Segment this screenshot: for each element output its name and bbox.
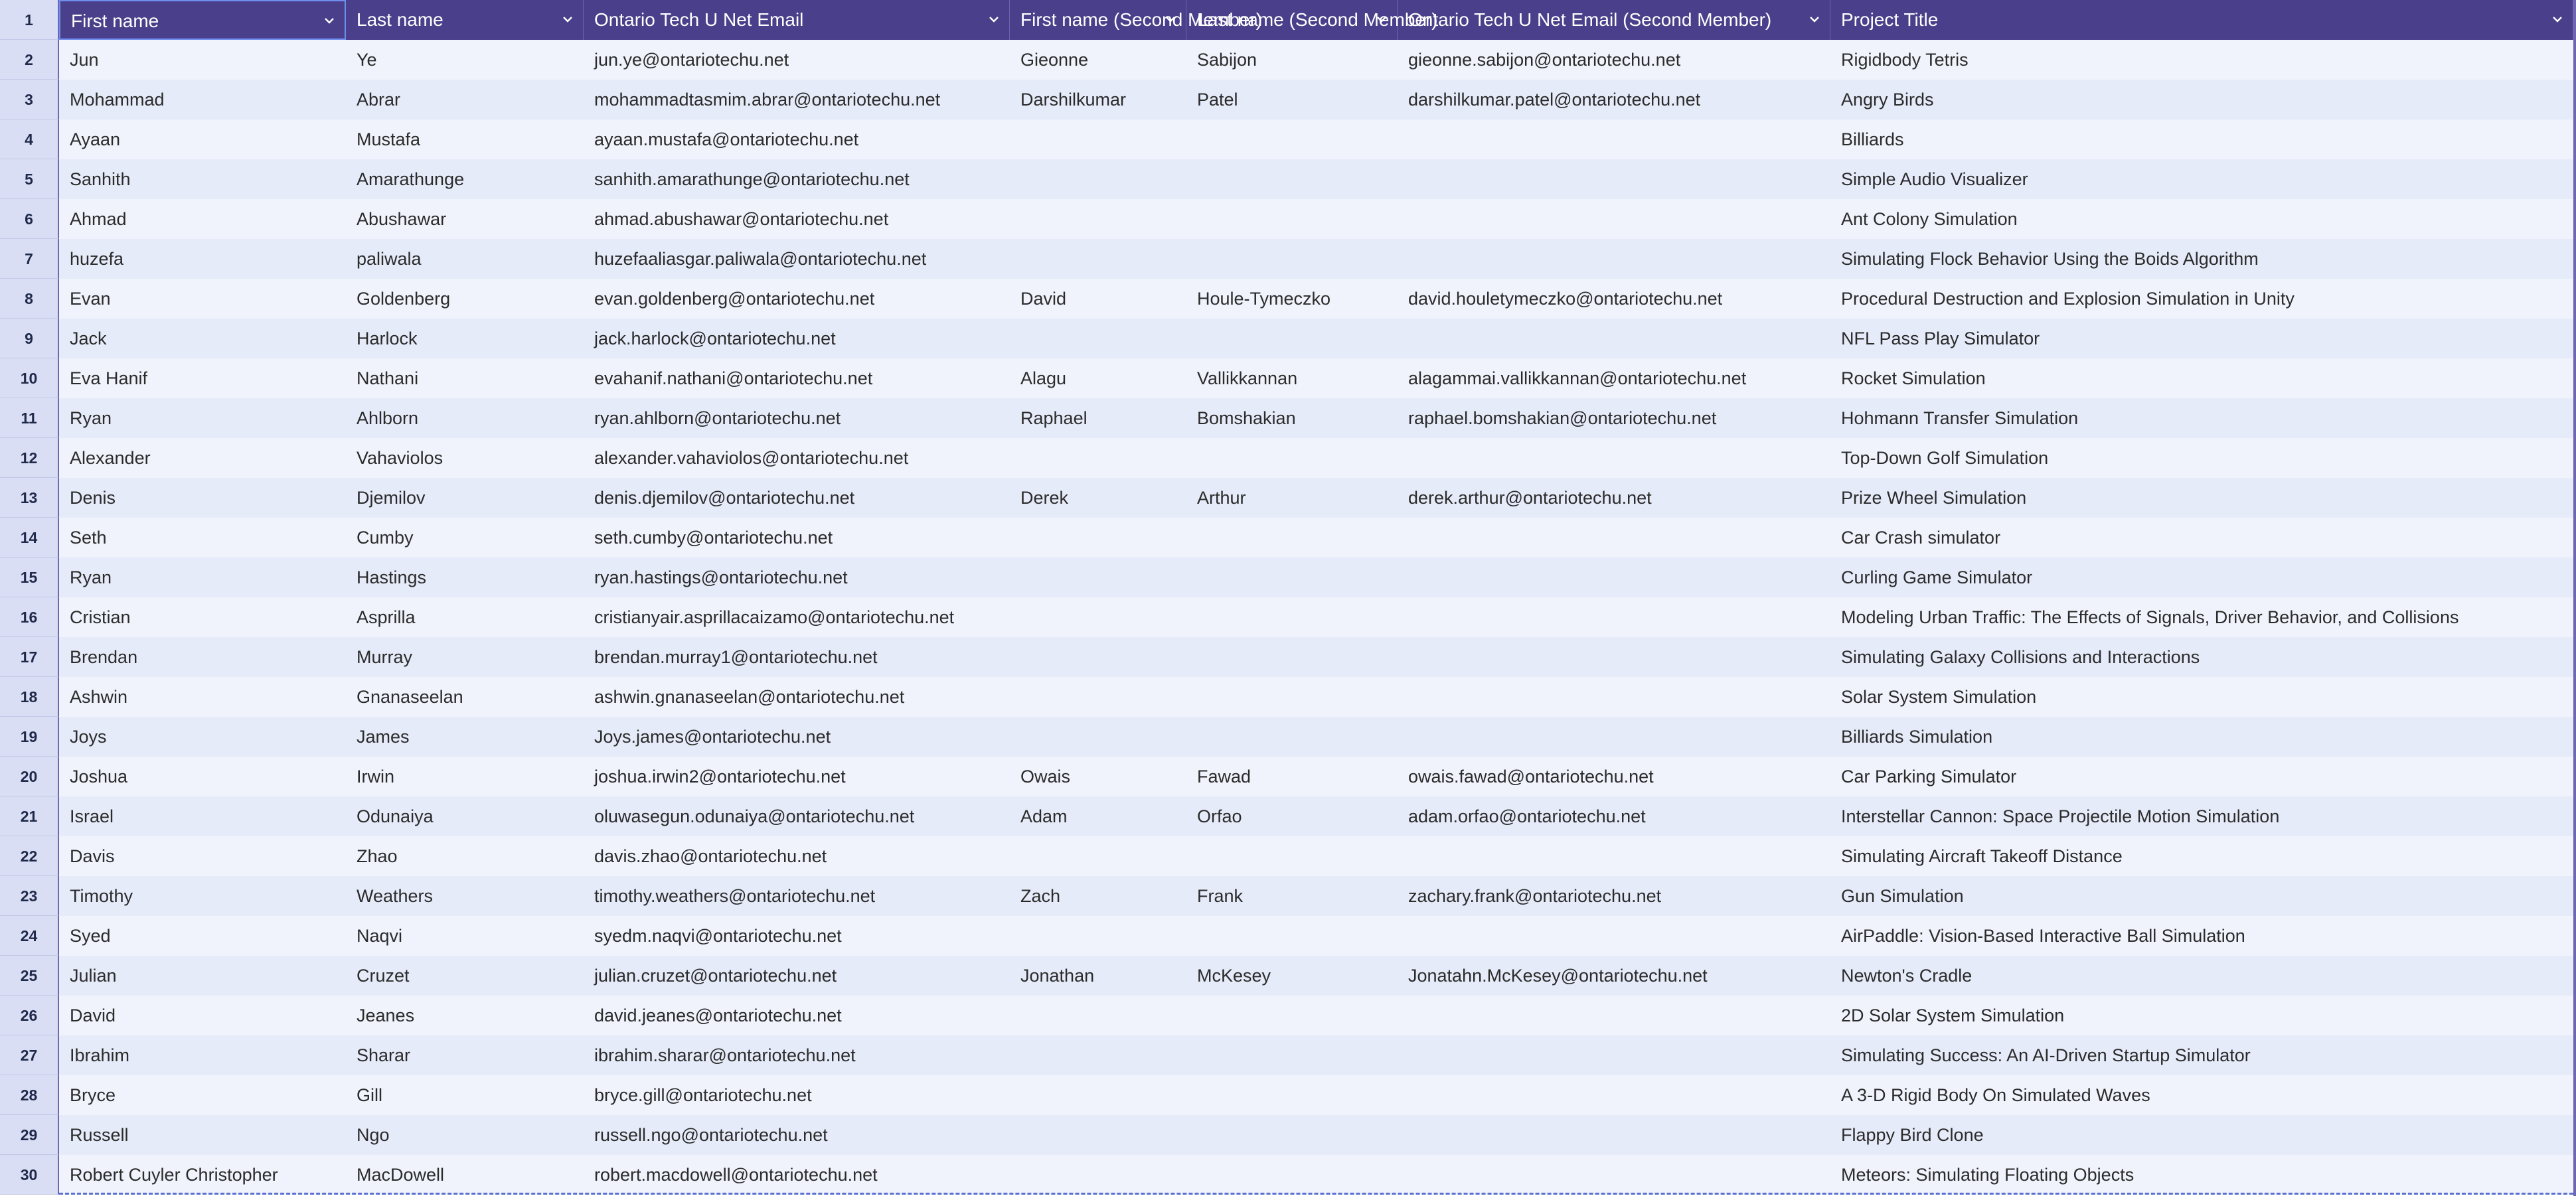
table-row [0, 836, 2576, 876]
column-header-second-email[interactable] [1398, 0, 1830, 40]
column-header-label: Ontario Tech U Net Email (Second Member) [1408, 9, 1772, 30]
table-row [0, 1115, 2576, 1155]
cell-second-email[interactable] [1398, 916, 1830, 956]
cell-second-last-name[interactable]: Patel [1197, 90, 1238, 110]
cell-email[interactable]: ryan.hastings@ontariotechu.net [594, 567, 848, 587]
table-row [0, 677, 2576, 717]
cell-first-name[interactable]: Evan [70, 289, 111, 309]
cell-first-name[interactable]: Timothy [70, 886, 133, 906]
row-number[interactable]: 10 [0, 358, 59, 398]
cell-second-last-name[interactable]: McKesey [1197, 966, 1271, 986]
cell-first-name[interactable]: Sanhith [70, 169, 131, 189]
cell-project-title[interactable]: AirPaddle: Vision-Based Interactive Ball Simulation [1841, 926, 2245, 946]
cell-email[interactable]: evan.goldenberg@ontariotechu.net [594, 289, 875, 309]
cell-last-name[interactable]: Abushawar [357, 209, 447, 229]
cell-last-name[interactable]: Djemilov [357, 488, 426, 508]
cell-second-last-name[interactable]: Houle-Tymeczko [1197, 289, 1331, 309]
cell-second-first-name[interactable] [1010, 637, 1186, 677]
cell-second-email[interactable] [1398, 199, 1830, 239]
cell-last-name[interactable]: Amarathunge [357, 169, 465, 189]
chevron-down-icon[interactable] [988, 13, 1000, 25]
cell-first-name[interactable]: Jack [70, 329, 107, 348]
column-header-label: Last name [357, 9, 443, 30]
chevron-down-icon[interactable] [562, 13, 574, 25]
cell-second-first-name[interactable]: Raphael [1020, 408, 1087, 428]
cell-project-title[interactable]: Car Crash simulator [1841, 528, 2001, 548]
row-number[interactable]: 25 [0, 956, 59, 996]
row-number[interactable]: 11 [0, 398, 59, 438]
cell-second-last-name[interactable] [1186, 159, 1398, 199]
table-row [0, 159, 2576, 199]
cell-project-title[interactable]: Procedural Destruction and Explosion Simulation in Unity [1841, 289, 2294, 309]
cell-first-name[interactable]: Ashwin [70, 687, 128, 707]
cell-first-name[interactable]: Cristian [70, 607, 131, 627]
row-number[interactable]: 16 [0, 597, 59, 637]
table-row [0, 398, 2576, 438]
row-number[interactable]: 17 [0, 637, 59, 677]
row-number[interactable]: 6 [0, 199, 59, 239]
cell-last-name[interactable]: Ahlborn [357, 408, 419, 428]
cell-last-name[interactable]: Odunaiya [357, 806, 434, 826]
cell-email[interactable]: huzefaaliasgar.paliwala@ontariotechu.net [594, 249, 927, 269]
cell-first-name[interactable]: Robert Cuyler Christopher [70, 1165, 278, 1185]
cell-second-last-name[interactable] [1186, 836, 1398, 876]
cell-last-name[interactable]: Ye [357, 50, 377, 70]
cell-second-last-name[interactable] [1186, 518, 1398, 558]
cell-project-title[interactable]: Interstellar Cannon: Space Projectile Motion Simulation [1841, 806, 2280, 826]
cell-first-name[interactable]: David [70, 1006, 116, 1025]
cell-email[interactable]: julian.cruzet@ontariotechu.net [594, 966, 837, 986]
cell-first-name[interactable]: Israel [70, 806, 114, 826]
cell-last-name[interactable]: Cruzet [357, 966, 410, 986]
cell-email[interactable]: syedm.naqvi@ontariotechu.net [594, 926, 842, 946]
cell-first-name[interactable]: Ayaan [70, 129, 121, 149]
cell-project-title[interactable]: Newton's Cradle [1841, 966, 1972, 986]
cell-second-first-name[interactable] [1010, 717, 1186, 757]
column-header-project-title[interactable] [1830, 0, 2573, 40]
cell-last-name[interactable]: Asprilla [357, 607, 416, 627]
cell-first-name[interactable]: huzefa [70, 249, 124, 269]
cell-second-last-name[interactable] [1186, 199, 1398, 239]
cell-email[interactable]: ashwin.gnanaseelan@ontariotechu.net [594, 687, 905, 707]
row-number[interactable]: 2 [0, 40, 59, 80]
cell-project-title[interactable]: Modeling Urban Traffic: The Effects of Signals, Driver Behavior, and Collisions [1841, 607, 2459, 627]
cell-first-name[interactable]: Syed [70, 926, 111, 946]
row-number[interactable]: 5 [0, 159, 59, 199]
cell-second-first-name[interactable]: Jonathan [1020, 966, 1095, 986]
row-number[interactable]: 22 [0, 836, 59, 876]
cell-project-title[interactable]: Ant Colony Simulation [1841, 209, 2018, 229]
row-number[interactable]: 19 [0, 717, 59, 757]
table-row [0, 597, 2576, 637]
column-header-last-name[interactable] [346, 0, 584, 40]
cell-second-last-name[interactable] [1186, 1075, 1398, 1115]
table-row [0, 279, 2576, 319]
cell-second-email[interactable] [1398, 597, 1830, 637]
cell-email[interactable]: davis.zhao@ontariotechu.net [594, 846, 827, 866]
cell-second-first-name[interactable] [1010, 677, 1186, 717]
cell-last-name[interactable]: Harlock [357, 329, 418, 348]
row-number[interactable]: 13 [0, 478, 59, 518]
cell-second-email[interactable]: david.houletymeczko@ontariotechu.net [1408, 289, 1723, 309]
cell-last-name[interactable]: Gnanaseelan [357, 687, 463, 707]
row-number[interactable]: 4 [0, 119, 59, 159]
cell-project-title[interactable]: Solar System Simulation [1841, 687, 2037, 707]
row-number[interactable]: 8 [0, 279, 59, 319]
table-row [0, 478, 2576, 518]
cell-second-email[interactable]: derek.arthur@ontariotechu.net [1408, 488, 1652, 508]
row-number[interactable]: 23 [0, 876, 59, 916]
table-row [0, 358, 2576, 398]
cell-second-email[interactable]: darshilkumar.patel@ontariotechu.net [1408, 90, 1701, 110]
cell-second-first-name[interactable] [1010, 836, 1186, 876]
table-row [0, 757, 2576, 796]
table-row [0, 80, 2576, 119]
cell-second-first-name[interactable] [1010, 239, 1186, 279]
cell-second-email[interactable]: raphael.bomshakian@ontariotechu.net [1408, 408, 1717, 428]
cell-last-name[interactable]: Abrar [357, 90, 401, 110]
cell-last-name[interactable]: Irwin [357, 767, 395, 786]
cell-second-first-name[interactable]: Zach [1020, 886, 1061, 906]
cell-email[interactable]: Joys.james@ontariotechu.net [594, 727, 831, 747]
cell-email[interactable]: brendan.murray1@ontariotechu.net [594, 647, 878, 667]
cell-second-first-name[interactable] [1010, 558, 1186, 597]
cell-second-first-name[interactable]: Darshilkumar [1020, 90, 1127, 110]
cell-second-last-name[interactable] [1186, 677, 1398, 717]
cell-last-name[interactable]: Hastings [357, 567, 427, 587]
table-row [0, 40, 2576, 80]
table-row [0, 199, 2576, 239]
cell-second-email[interactable]: Jonatahn.McKesey@ontariotechu.net [1408, 966, 1708, 986]
cell-project-title[interactable]: 2D Solar System Simulation [1841, 1006, 2065, 1025]
cell-second-email[interactable] [1398, 1155, 1830, 1195]
cell-email[interactable]: bryce.gill@ontariotechu.net [594, 1085, 812, 1105]
cell-email[interactable]: oluwasegun.odunaiya@ontariotechu.net [594, 806, 915, 826]
cell-project-title[interactable]: Rigidbody Tetris [1841, 50, 1969, 70]
grid-right-border [2573, 0, 2576, 1196]
cell-second-email[interactable] [1398, 558, 1830, 597]
cell-project-title[interactable]: Angry Birds [1841, 90, 1934, 110]
cell-project-title[interactable]: Simulating Aircraft Takeoff Distance [1841, 846, 2123, 866]
cell-second-last-name[interactable] [1186, 438, 1398, 478]
cell-email[interactable]: cristianyair.asprillacaizamo@ontariotechu.net [594, 607, 955, 627]
cell-second-last-name[interactable] [1186, 1155, 1398, 1195]
cell-email[interactable]: joshua.irwin2@ontariotechu.net [594, 767, 846, 786]
cell-second-email[interactable]: owais.fawad@ontariotechu.net [1408, 767, 1654, 786]
cell-email[interactable]: timothy.weathers@ontariotechu.net [594, 886, 876, 906]
cell-second-email[interactable]: gieonne.sabijon@ontariotechu.net [1408, 50, 1681, 70]
table-row [0, 239, 2576, 279]
cell-last-name[interactable]: Sharar [357, 1045, 411, 1065]
cell-second-email[interactable] [1398, 319, 1830, 358]
chevron-down-icon[interactable] [1809, 13, 1820, 25]
row-number[interactable]: 3 [0, 80, 59, 119]
row-number[interactable]: 14 [0, 518, 59, 558]
chevron-down-icon[interactable] [1165, 13, 1176, 25]
table-row [0, 1155, 2576, 1195]
cell-last-name[interactable]: MacDowell [357, 1165, 445, 1185]
cell-second-first-name[interactable] [1010, 438, 1186, 478]
cell-second-email[interactable] [1398, 836, 1830, 876]
row-number[interactable]: 27 [0, 1035, 59, 1075]
cell-last-name[interactable]: Jeanes [357, 1006, 415, 1025]
cell-second-email[interactable] [1398, 239, 1830, 279]
table-row [0, 956, 2576, 996]
cell-first-name[interactable]: Bryce [70, 1085, 116, 1105]
cell-email[interactable]: jun.ye@ontariotechu.net [594, 50, 789, 70]
cell-second-email[interactable] [1398, 518, 1830, 558]
cell-second-first-name[interactable]: Adam [1020, 806, 1068, 826]
cell-email[interactable]: evahanif.nathani@ontariotechu.net [594, 368, 873, 388]
cell-second-last-name[interactable] [1186, 558, 1398, 597]
cell-last-name[interactable]: James [357, 727, 410, 747]
cell-second-first-name[interactable] [1010, 319, 1186, 358]
table-row [0, 637, 2576, 677]
row-number[interactable]: 1 [0, 0, 59, 40]
cell-second-last-name[interactable]: Orfao [1197, 806, 1242, 826]
cell-second-first-name[interactable] [1010, 1115, 1186, 1155]
cell-second-email[interactable] [1398, 717, 1830, 757]
cell-second-email[interactable]: alagammai.vallikkannan@ontariotechu.net [1408, 368, 1747, 388]
table-row [0, 916, 2576, 956]
column-header-label: Project Title [1841, 9, 1939, 30]
cell-email[interactable]: david.jeanes@ontariotechu.net [594, 1006, 842, 1025]
cell-project-title[interactable]: Prize Wheel Simulation [1841, 488, 2027, 508]
row-number[interactable]: 28 [0, 1075, 59, 1115]
cell-first-name[interactable]: Seth [70, 528, 107, 548]
cell-project-title[interactable]: Car Parking Simulator [1841, 767, 2017, 786]
cell-second-last-name[interactable] [1186, 996, 1398, 1035]
cell-second-first-name[interactable]: Alagu [1020, 368, 1067, 388]
cell-email[interactable]: sanhith.amarathunge@ontariotechu.net [594, 169, 910, 189]
cell-first-name[interactable]: Ryan [70, 567, 112, 587]
row-number[interactable]: 24 [0, 916, 59, 956]
cell-project-title[interactable]: NFL Pass Play Simulator [1841, 329, 2040, 348]
column-header-second-first-name[interactable] [1010, 0, 1263, 40]
cell-email[interactable]: ryan.ahlborn@ontariotechu.net [594, 408, 841, 428]
cell-last-name[interactable]: Murray [357, 647, 413, 667]
cell-second-email[interactable] [1398, 637, 1830, 677]
cell-first-name[interactable]: Russell [70, 1125, 129, 1145]
cell-project-title[interactable]: Simulating Flock Behavior Using the Boids Algorithm [1841, 249, 2259, 269]
cell-email[interactable]: robert.macdowell@ontariotechu.net [594, 1165, 878, 1185]
cell-last-name[interactable]: Ngo [357, 1125, 390, 1145]
cell-second-last-name[interactable]: Sabijon [1197, 50, 1257, 70]
chevron-down-icon[interactable] [323, 15, 335, 27]
cell-second-last-name[interactable]: Frank [1197, 886, 1244, 906]
cell-second-first-name[interactable] [1010, 119, 1186, 159]
cell-first-name[interactable]: Eva Hanif [70, 368, 148, 388]
row-number[interactable]: 7 [0, 239, 59, 279]
cell-second-last-name[interactable] [1186, 637, 1398, 677]
cell-second-first-name[interactable] [1010, 518, 1186, 558]
cell-last-name[interactable]: Goldenberg [357, 289, 451, 309]
cell-project-title[interactable]: Billiards [1841, 129, 1904, 149]
row-number[interactable]: 15 [0, 558, 59, 597]
cell-last-name[interactable]: Naqvi [357, 926, 403, 946]
cell-second-last-name[interactable] [1186, 319, 1398, 358]
cell-first-name[interactable]: Julian [70, 966, 117, 986]
cell-project-title[interactable]: A 3-D Rigid Body On Simulated Waves [1841, 1085, 2150, 1105]
cell-second-last-name[interactable] [1186, 597, 1398, 637]
cell-second-last-name[interactable]: Arthur [1197, 488, 1246, 508]
cell-email[interactable]: ibrahim.sharar@ontariotechu.net [594, 1045, 856, 1065]
cell-first-name[interactable]: Denis [70, 488, 116, 508]
cell-second-first-name[interactable] [1010, 159, 1186, 199]
cell-first-name[interactable]: Ahmad [70, 209, 127, 229]
row-number[interactable]: 29 [0, 1115, 59, 1155]
cell-second-email[interactable] [1398, 1075, 1830, 1115]
cell-second-last-name[interactable]: Vallikkannan [1197, 368, 1298, 388]
cell-first-name[interactable]: Alexander [70, 448, 151, 468]
table-row [0, 796, 2576, 836]
cell-second-email[interactable] [1398, 119, 1830, 159]
cell-last-name[interactable]: Vahaviolos [357, 448, 443, 468]
table-row [0, 1035, 2576, 1075]
cell-last-name[interactable]: paliwala [357, 249, 422, 269]
cell-first-name[interactable]: Davis [70, 846, 115, 866]
cell-second-email[interactable] [1398, 438, 1830, 478]
cell-second-first-name[interactable]: David [1020, 289, 1067, 309]
table-row [0, 319, 2576, 358]
cell-first-name[interactable]: Brendan [70, 647, 138, 667]
cell-second-last-name[interactable]: Bomshakian [1197, 408, 1296, 428]
column-header-label: First name (Second Member) [1020, 9, 1263, 30]
cell-second-email[interactable] [1398, 159, 1830, 199]
cell-last-name[interactable]: Nathani [357, 368, 419, 388]
cell-second-last-name[interactable] [1186, 1035, 1398, 1075]
cell-second-email[interactable]: zachary.frank@ontariotechu.net [1408, 886, 1662, 906]
table-row [0, 876, 2576, 916]
cell-second-first-name[interactable] [1010, 1075, 1186, 1115]
cell-first-name[interactable]: Ryan [70, 408, 112, 428]
cell-second-first-name[interactable]: Owais [1020, 767, 1071, 786]
cell-email[interactable]: ahmad.abushawar@ontariotechu.net [594, 209, 889, 229]
cell-first-name[interactable]: Mohammad [70, 90, 165, 110]
cell-last-name[interactable]: Weathers [357, 886, 434, 906]
cell-project-title[interactable]: Top-Down Golf Simulation [1841, 448, 2049, 468]
column-header-second-last-name[interactable] [1186, 0, 1438, 40]
cell-email[interactable]: mohammadtasmim.abrar@ontariotechu.net [594, 90, 941, 110]
cell-last-name[interactable]: Cumby [357, 528, 414, 548]
cell-second-first-name[interactable]: Derek [1020, 488, 1069, 508]
cell-second-last-name[interactable] [1186, 119, 1398, 159]
row-number[interactable]: 21 [0, 796, 59, 836]
table-row [0, 717, 2576, 757]
cell-first-name[interactable]: Joshua [70, 767, 128, 786]
cell-email[interactable]: russell.ngo@ontariotechu.net [594, 1125, 828, 1145]
table-row [0, 438, 2576, 478]
cell-project-title[interactable]: Rocket Simulation [1841, 368, 1986, 388]
cell-email[interactable]: denis.djemilov@ontariotechu.net [594, 488, 855, 508]
row-number[interactable]: 30 [0, 1155, 59, 1195]
cell-project-title[interactable]: Billiards Simulation [1841, 727, 1993, 747]
cell-second-first-name[interactable] [1010, 916, 1186, 956]
cell-project-title[interactable]: Curling Game Simulator [1841, 567, 2033, 587]
cell-first-name[interactable]: Ibrahim [70, 1045, 130, 1065]
chevron-down-icon[interactable] [2551, 13, 2563, 25]
table-row [0, 996, 2576, 1035]
cell-second-first-name[interactable] [1010, 1155, 1186, 1195]
cell-project-title[interactable]: Simulating Success: An AI-Driven Startup Simulator [1841, 1045, 2251, 1065]
cell-second-first-name[interactable] [1010, 199, 1186, 239]
cell-second-email[interactable] [1398, 1035, 1830, 1075]
table-row [0, 518, 2576, 558]
column-header-first-name[interactable] [59, 0, 346, 40]
cell-email[interactable]: alexander.vahaviolos@ontariotechu.net [594, 448, 909, 468]
table-row [0, 1075, 2576, 1115]
cell-project-title[interactable]: Flappy Bird Clone [1841, 1125, 1984, 1145]
row-number[interactable]: 18 [0, 677, 59, 717]
cell-project-title[interactable]: Simulating Galaxy Collisions and Interactions [1841, 647, 2200, 667]
cell-second-last-name[interactable] [1186, 717, 1398, 757]
cell-second-email[interactable] [1398, 677, 1830, 717]
table-row [0, 558, 2576, 597]
cell-second-first-name[interactable] [1010, 1035, 1186, 1075]
cell-second-first-name[interactable] [1010, 597, 1186, 637]
cell-second-first-name[interactable]: Gieonne [1020, 50, 1089, 70]
column-header-label: Last name (Second Member) [1197, 9, 1438, 30]
cell-second-last-name[interactable] [1186, 916, 1398, 956]
cell-second-email[interactable] [1398, 996, 1830, 1035]
row-number[interactable]: 12 [0, 438, 59, 478]
row-number[interactable]: 9 [0, 319, 59, 358]
cell-second-last-name[interactable]: Fawad [1197, 767, 1251, 786]
cell-last-name[interactable]: Zhao [357, 846, 398, 866]
row-number[interactable]: 20 [0, 757, 59, 796]
cell-second-last-name[interactable] [1186, 239, 1398, 279]
cell-last-name[interactable]: Mustafa [357, 129, 421, 149]
selection-marquee [59, 1193, 2573, 1195]
cell-second-first-name[interactable] [1010, 996, 1186, 1035]
cell-project-title[interactable]: Meteors: Simulating Floating Objects [1841, 1165, 2134, 1185]
cell-project-title[interactable]: Simple Audio Visualizer [1841, 169, 2028, 189]
column-header-label: Ontario Tech U Net Email [594, 9, 804, 30]
cell-email[interactable]: seth.cumby@ontariotechu.net [594, 528, 833, 548]
table-row [0, 119, 2576, 159]
chevron-down-icon[interactable] [1376, 13, 1388, 25]
cell-last-name[interactable]: Gill [357, 1085, 382, 1105]
column-header-email[interactable] [584, 0, 1010, 40]
header-row [0, 0, 2576, 40]
cell-second-email[interactable] [1398, 1115, 1830, 1155]
cell-first-name[interactable]: Joys [70, 727, 107, 747]
row-number[interactable]: 26 [0, 996, 59, 1035]
cell-second-last-name[interactable] [1186, 1115, 1398, 1155]
cell-email[interactable]: ayaan.mustafa@ontariotechu.net [594, 129, 859, 149]
cell-email[interactable]: jack.harlock@ontariotechu.net [594, 329, 836, 348]
cell-first-name[interactable]: Jun [70, 50, 99, 70]
cell-second-email[interactable]: adam.orfao@ontariotechu.net [1408, 806, 1646, 826]
cell-project-title[interactable]: Gun Simulation [1841, 886, 1964, 906]
column-header-label: First name [71, 11, 159, 31]
cell-project-title[interactable]: Hohmann Transfer Simulation [1841, 408, 2079, 428]
